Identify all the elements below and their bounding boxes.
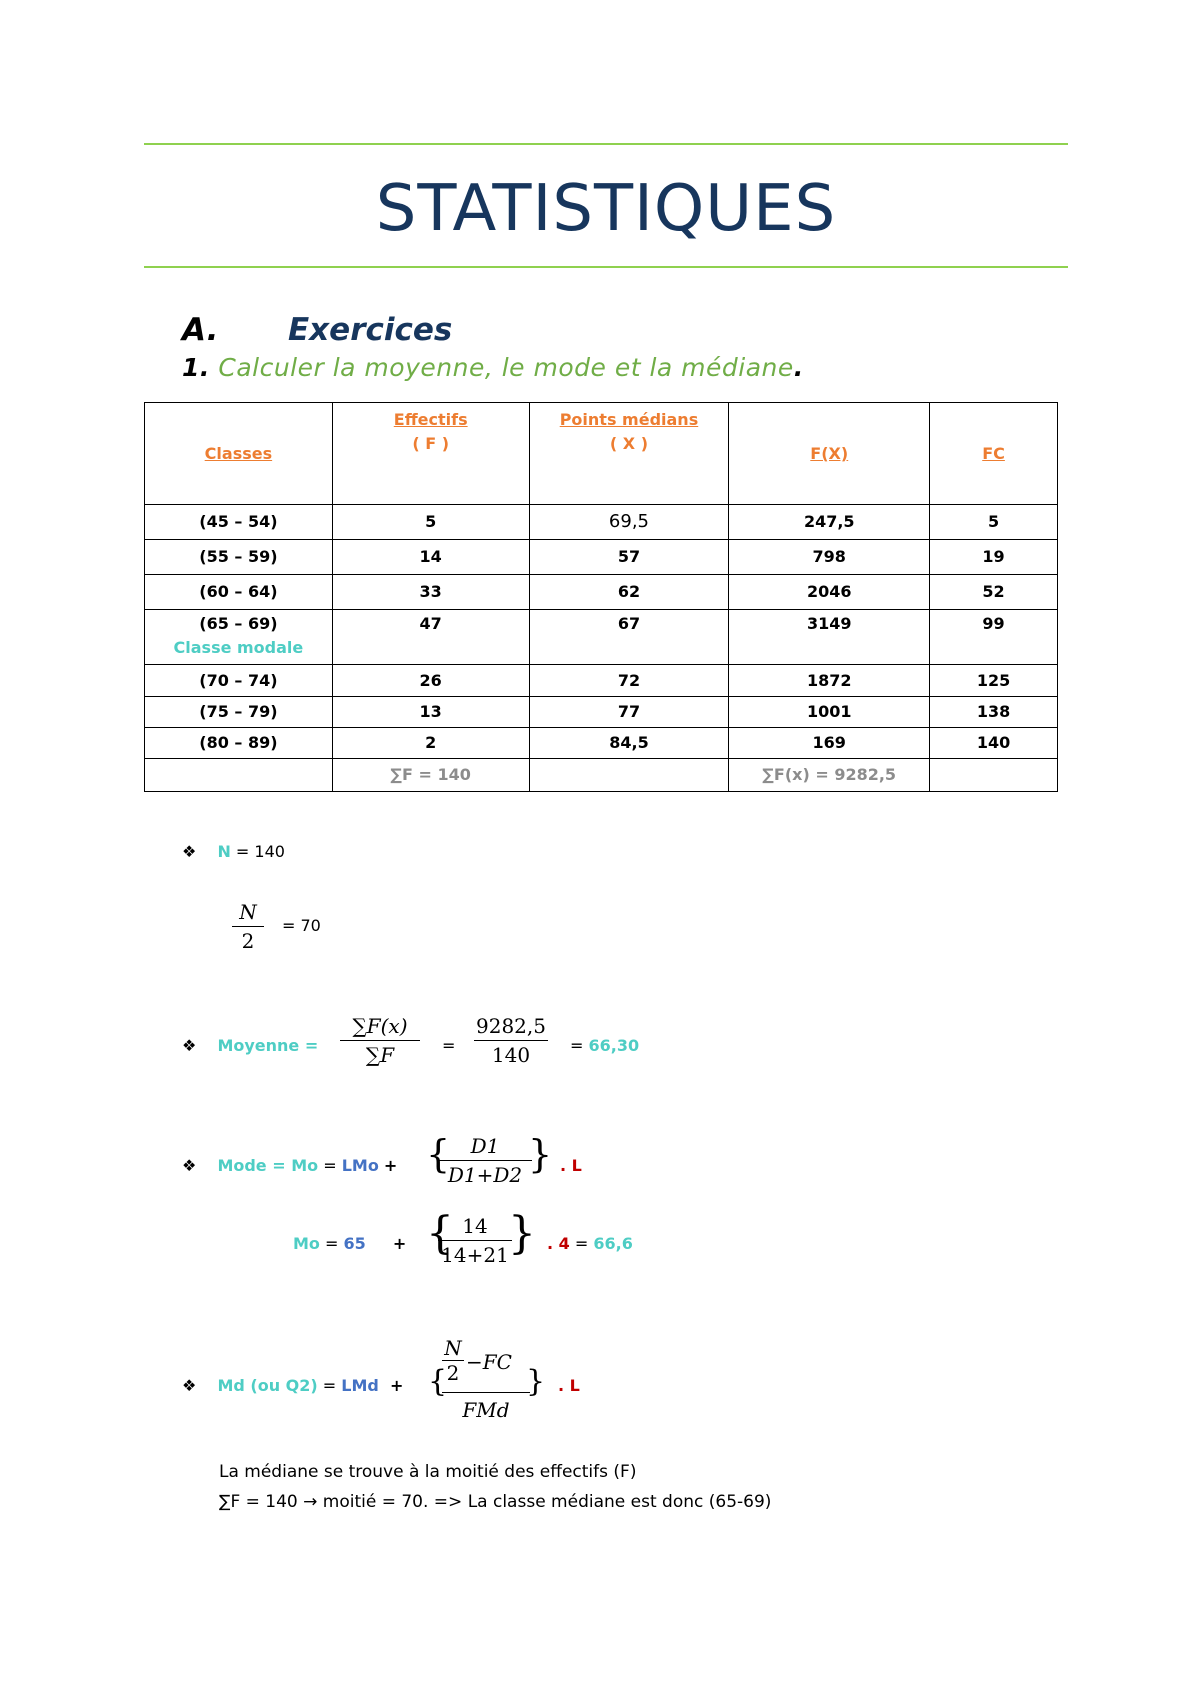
left-brace-icon: { [428,1364,448,1399]
fraction-denominator: 2 [446,1361,460,1385]
table-row [145,665,1058,697]
equals-sign: = [442,1036,456,1055]
mo-line [293,1234,406,1253]
mode-line [182,1156,397,1175]
moyenne-fraction-values [474,1012,548,1069]
median-times-l: . L [558,1376,580,1395]
moyenne-line [182,1036,318,1055]
n-label: N [217,842,231,861]
question-heading [182,353,804,382]
table-row [145,728,1058,759]
equals-sign: = [323,1156,337,1175]
diamond-bullet-icon: ❖ [182,1376,197,1395]
table-total-row [145,759,1058,792]
cell-effectif: 5 [332,505,529,540]
cell-fx: 169 [729,728,930,759]
cell-point-median: 67 [529,610,729,665]
page-title: STATISTIQUES [375,172,837,246]
median-note-2: ∑F = 140 → moitié = 70. => La classe médiane est donc (65-69) [219,1492,772,1512]
cell-fc: 5 [930,505,1058,540]
fraction-numerator: 14 [462,1214,488,1238]
mo-times-class-width: . 4 [547,1234,570,1253]
cell-point-median: 72 [529,665,729,697]
cell-point-median: 62 [529,575,729,610]
moyenne-fraction-formula [340,1012,420,1069]
question-number: 1. [182,353,210,382]
cell-fx: 1872 [729,665,930,697]
cell-fc: 19 [930,540,1058,575]
diamond-bullet-icon: ❖ [182,1036,197,1055]
median-minus-fc: −FC [466,1350,512,1374]
cell-fx: 798 [729,540,930,575]
cell-empty [529,759,729,792]
table-row [145,505,1058,540]
frequency-table [144,402,1058,792]
plus-sign: + [392,1234,407,1253]
cell-class: (55 – 59) [145,540,333,575]
cell-class: (60 – 64) [145,575,333,610]
n-line [182,842,285,861]
cell-effectif: 47 [332,610,529,665]
mode-times-l: . L [560,1156,582,1175]
median-denominator: FMd [462,1398,510,1422]
cell-fc: 125 [930,665,1058,697]
cell-point-median: 57 [529,540,729,575]
plus-sign: + [389,1376,404,1395]
section-heading [182,312,453,348]
mode-fraction-formula [438,1132,532,1189]
cell-fc: 99 [930,610,1058,665]
fraction-numerator: N [239,900,257,924]
mo-result: 66,6 [593,1234,633,1253]
section-letter: A. [182,312,219,348]
total-fx: ∑F(x) = 9282,5 [729,759,930,792]
fraction-numerator: ∑F(x) [352,1014,408,1038]
n-value: = 140 [235,842,285,861]
header-effectifs: Effectifs ( F ) [332,403,529,505]
cell-fx: 1001 [729,697,930,728]
moyenne-result: 66,30 [588,1036,640,1055]
median-line [182,1376,403,1395]
fraction-denominator: D1+D2 [447,1163,523,1187]
cell-empty [930,759,1058,792]
lmd-label: LMd [341,1376,379,1395]
table-row [145,575,1058,610]
median-note-1: La médiane se trouve à la moitié des effectifs (F) [219,1462,637,1482]
right-brace-icon: } [528,1132,553,1176]
cell-fc: 52 [930,575,1058,610]
question-period: . [793,353,804,382]
section-title: Exercices [288,312,453,348]
table-row [145,540,1058,575]
cell-effectif: 26 [332,665,529,697]
table-row [145,697,1058,728]
cell-class: (75 – 79) [145,697,333,728]
table-header-row [145,403,1058,505]
header-points-medians: Points médians ( X ) [529,403,729,505]
cell-class: (65 – 69) Classe modale [145,610,333,665]
cell-fc: 138 [930,697,1058,728]
modal-class-label: Classe modale [173,638,304,657]
header-classes: Classes [145,403,333,505]
mo-label: Mo [293,1234,320,1253]
lmo-label: LMo [341,1156,379,1175]
fraction-numerator: 9282,5 [476,1014,546,1038]
equals-sign: = [322,1376,337,1395]
cell-point-median: 84,5 [529,728,729,759]
question-text: Calculer la moyenne, le mode et la médiane [218,353,794,382]
table-row [145,610,1058,665]
cell-fx: 2046 [729,575,930,610]
n-half-value: = 70 [282,916,321,935]
header-fc: FC [930,403,1058,505]
mode-label: Mode = Mo [217,1156,319,1175]
equals-sign: = [570,1036,584,1055]
fraction-denominator: 2 [241,929,255,953]
fraction-denominator: 140 [491,1043,531,1067]
cell-effectif: 2 [332,728,529,759]
fraction-numerator: N [444,1336,462,1360]
diamond-bullet-icon: ❖ [182,842,197,861]
fraction-denominator: 14+21 [441,1243,509,1267]
right-brace-icon: } [526,1364,546,1399]
left-bracket-icon: { [426,1208,454,1259]
n-half-fraction [232,898,264,955]
median-label: Md (ou Q2) [217,1376,318,1395]
cell-fx: 3149 [729,610,930,665]
plus-sign: + [383,1156,398,1175]
cell-effectif: 33 [332,575,529,610]
total-effectifs: ∑F = 140 [332,759,529,792]
cell-point-median: 69,5 [529,505,729,540]
mo-lower-limit: 65 [343,1234,366,1253]
top-rule [144,143,1068,145]
cell-fx: 247,5 [729,505,930,540]
cell-point-median: 77 [529,697,729,728]
moyenne-label: Moyenne = [217,1036,319,1055]
cell-class: (80 – 89) [145,728,333,759]
title-rule [144,266,1068,268]
equals-sign: = [325,1234,339,1253]
moyenne-result-line [570,1036,639,1055]
median-fraction-bar [442,1392,530,1393]
cell-effectif: 13 [332,697,529,728]
cell-class: (45 – 54) [145,505,333,540]
fraction-denominator: ∑F [365,1043,395,1067]
diamond-bullet-icon: ❖ [182,1156,197,1175]
mo-fraction-values [438,1212,512,1269]
cell-class: (70 – 74) [145,665,333,697]
left-brace-icon: { [426,1132,451,1176]
cell-empty [145,759,333,792]
right-bracket-icon: } [508,1208,536,1259]
fraction-numerator: D1 [470,1134,500,1158]
mo-result-line [547,1234,633,1253]
cell-effectif: 14 [332,540,529,575]
cell-fc: 140 [930,728,1058,759]
header-fx: F(X) [729,403,930,505]
equals-sign: = [574,1234,589,1253]
